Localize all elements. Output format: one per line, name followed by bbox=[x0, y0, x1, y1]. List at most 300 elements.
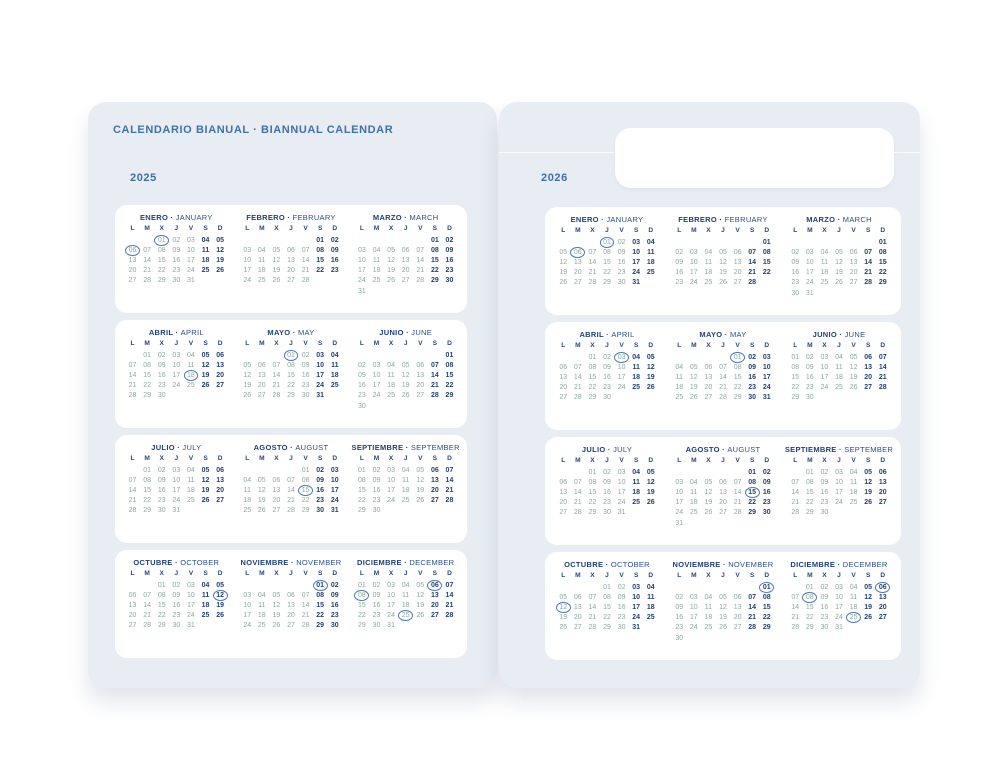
weekday-header: X bbox=[706, 457, 711, 465]
day-cell bbox=[169, 276, 184, 286]
day-cell bbox=[284, 235, 299, 245]
day-number: 15 bbox=[603, 258, 611, 266]
day-cell bbox=[759, 582, 774, 592]
month-grid bbox=[355, 569, 457, 631]
day-cell bbox=[355, 496, 370, 506]
day-cell bbox=[832, 393, 847, 403]
day-number: 04 bbox=[372, 246, 381, 254]
day-cell bbox=[355, 235, 370, 245]
day-number: 19 bbox=[272, 267, 281, 275]
day-cell bbox=[759, 467, 774, 477]
day-cell bbox=[240, 235, 255, 245]
day-number: 10 bbox=[617, 478, 626, 486]
day-cell bbox=[643, 278, 658, 288]
weekday-header: S bbox=[749, 572, 755, 580]
day-number: 26 bbox=[216, 267, 224, 275]
day-number: 25 bbox=[632, 384, 641, 392]
day-number: 16 bbox=[820, 603, 829, 611]
day-number: 16 bbox=[675, 614, 684, 622]
day-number: 15 bbox=[430, 256, 439, 264]
day-number: 12 bbox=[272, 256, 281, 264]
day-number: 22 bbox=[316, 612, 325, 620]
day-cell bbox=[398, 381, 413, 391]
day-cell bbox=[614, 237, 629, 247]
day-number: 22 bbox=[287, 382, 295, 390]
weekday-header: V bbox=[188, 225, 194, 233]
day-number: 30 bbox=[748, 394, 757, 402]
day-cell bbox=[255, 580, 270, 590]
day-cell bbox=[745, 487, 760, 497]
day-number: 13 bbox=[719, 488, 727, 496]
day-number: 15 bbox=[357, 486, 366, 494]
day-cell bbox=[255, 360, 270, 370]
day-cell bbox=[759, 268, 774, 278]
day-number: 19 bbox=[559, 269, 568, 277]
day-number: 05 bbox=[719, 593, 727, 601]
day-cell bbox=[184, 360, 199, 370]
day-cell bbox=[369, 286, 384, 296]
circled-day: 25 bbox=[401, 612, 410, 620]
day-cell bbox=[643, 592, 658, 602]
day-number: 14 bbox=[430, 371, 439, 379]
day-cell bbox=[759, 602, 774, 612]
weekday-header: X bbox=[706, 572, 711, 580]
month-december bbox=[351, 555, 460, 653]
day-cell bbox=[169, 381, 184, 391]
day-cell bbox=[313, 350, 328, 360]
day-number: 01 bbox=[316, 236, 325, 244]
day-cell bbox=[313, 245, 328, 255]
day-cell bbox=[687, 247, 702, 257]
day-cell bbox=[369, 475, 384, 485]
day-cell bbox=[817, 582, 832, 592]
month-title bbox=[582, 445, 632, 454]
circled-day: 01 bbox=[603, 238, 611, 246]
day-number: 10 bbox=[835, 478, 843, 486]
day-number: 13 bbox=[287, 256, 295, 264]
day-number: 28 bbox=[272, 392, 281, 400]
day-cell bbox=[284, 465, 299, 475]
day-cell bbox=[198, 255, 213, 265]
day-cell bbox=[398, 590, 413, 600]
day-cell bbox=[687, 372, 702, 382]
day-number: 15 bbox=[791, 373, 800, 381]
weekday-header: D bbox=[217, 225, 223, 233]
month-row-card bbox=[545, 207, 901, 315]
weekday-header: J bbox=[837, 227, 841, 235]
month-august bbox=[237, 440, 346, 538]
circled-day: 15 bbox=[301, 486, 310, 494]
day-number: 03 bbox=[316, 351, 325, 359]
month-title bbox=[373, 213, 439, 222]
day-cell bbox=[556, 268, 571, 278]
day-cell bbox=[298, 485, 313, 495]
day-cell bbox=[832, 268, 847, 278]
day-number: 13 bbox=[272, 486, 281, 494]
day-cell bbox=[600, 582, 615, 592]
day-number: 12 bbox=[849, 363, 858, 371]
day-cell bbox=[169, 621, 184, 631]
day-cell bbox=[687, 393, 702, 403]
day-cell bbox=[125, 611, 140, 621]
day-cell bbox=[803, 623, 818, 633]
day-number: 30 bbox=[172, 277, 181, 285]
day-cell bbox=[614, 487, 629, 497]
weekday-header: S bbox=[865, 227, 871, 235]
day-number: 09 bbox=[762, 478, 771, 486]
weekday-header: M bbox=[691, 457, 697, 465]
day-number: 24 bbox=[387, 612, 395, 620]
day-cell bbox=[672, 257, 687, 267]
day-number: 14 bbox=[143, 601, 152, 609]
day-number: 05 bbox=[272, 246, 281, 254]
day-cell bbox=[284, 485, 299, 495]
day-number: 17 bbox=[243, 612, 252, 620]
day-number: 21 bbox=[287, 497, 295, 505]
month-grid bbox=[240, 224, 342, 286]
day-number: 17 bbox=[805, 269, 814, 277]
day-cell bbox=[716, 383, 731, 393]
day-number: 23 bbox=[675, 624, 684, 632]
day-number: 08 bbox=[445, 361, 454, 369]
day-number: 20 bbox=[878, 603, 887, 611]
month-january bbox=[552, 212, 662, 310]
day-cell bbox=[832, 383, 847, 393]
weekday-header: D bbox=[217, 340, 223, 348]
day-number: 14 bbox=[573, 373, 582, 381]
day-number: 25 bbox=[372, 277, 381, 285]
day-cell bbox=[140, 235, 155, 245]
day-number: 13 bbox=[573, 258, 582, 266]
day-cell bbox=[355, 611, 370, 621]
day-cell bbox=[240, 621, 255, 631]
day-cell bbox=[213, 370, 228, 380]
day-cell bbox=[413, 235, 428, 245]
day-cell bbox=[240, 506, 255, 516]
day-number: 07 bbox=[430, 361, 439, 369]
month-grid bbox=[240, 339, 342, 401]
day-number: 03 bbox=[357, 246, 366, 254]
day-number: 18 bbox=[401, 486, 410, 494]
day-cell bbox=[369, 245, 384, 255]
day-number: 13 bbox=[849, 258, 858, 266]
day-cell bbox=[169, 611, 184, 621]
day-number: 12 bbox=[719, 258, 727, 266]
month-july bbox=[122, 440, 231, 538]
day-number: 04 bbox=[689, 478, 698, 486]
day-number: 25 bbox=[675, 394, 684, 402]
month-march bbox=[784, 212, 894, 310]
month-grid bbox=[355, 339, 457, 411]
day-cell bbox=[846, 237, 861, 247]
day-cell bbox=[600, 268, 615, 278]
day-number: 27 bbox=[864, 384, 873, 392]
day-cell bbox=[369, 350, 384, 360]
day-cell bbox=[213, 580, 228, 590]
day-number: 03 bbox=[632, 583, 641, 591]
weekday-header: S bbox=[749, 342, 755, 350]
month-grid bbox=[788, 341, 890, 403]
day-number: 20 bbox=[128, 267, 137, 275]
day-number: 19 bbox=[272, 612, 281, 620]
day-number: 06 bbox=[719, 478, 727, 486]
month-name-es: OCTUBRE bbox=[133, 558, 173, 567]
day-number: 10 bbox=[243, 601, 252, 609]
weekday-header: S bbox=[633, 457, 639, 465]
day-number: 23 bbox=[157, 382, 166, 390]
day-number: 07 bbox=[143, 591, 152, 599]
day-cell bbox=[269, 360, 284, 370]
day-number: 25 bbox=[646, 614, 655, 622]
day-number: 20 bbox=[287, 612, 295, 620]
month-grid bbox=[788, 456, 890, 518]
day-cell bbox=[369, 401, 384, 411]
day-cell bbox=[846, 592, 861, 602]
day-cell bbox=[284, 391, 299, 401]
day-number: 16 bbox=[330, 601, 339, 609]
day-number: 25 bbox=[187, 382, 195, 390]
day-cell bbox=[369, 370, 384, 380]
day-cell bbox=[369, 391, 384, 401]
day-cell bbox=[169, 590, 184, 600]
day-cell bbox=[730, 467, 745, 477]
month-name-separator: · bbox=[605, 445, 614, 454]
day-cell bbox=[817, 508, 832, 518]
day-cell bbox=[643, 393, 658, 403]
day-cell bbox=[759, 393, 774, 403]
day-number: 09 bbox=[301, 361, 310, 369]
day-number: 01 bbox=[430, 236, 439, 244]
day-cell bbox=[846, 352, 861, 362]
day-cell bbox=[355, 506, 370, 516]
day-number: 16 bbox=[157, 371, 166, 379]
day-cell bbox=[428, 465, 443, 475]
weekday-header: S bbox=[865, 457, 871, 465]
day-cell bbox=[600, 383, 615, 393]
day-cell bbox=[369, 360, 384, 370]
day-number: 22 bbox=[791, 384, 800, 392]
month-name-en: JULY bbox=[613, 445, 633, 454]
day-cell bbox=[125, 381, 140, 391]
day-cell bbox=[327, 611, 342, 621]
day-cell bbox=[803, 393, 818, 403]
day-cell bbox=[398, 255, 413, 265]
day-number: 28 bbox=[733, 509, 742, 517]
day-cell bbox=[398, 506, 413, 516]
day-number: 25 bbox=[387, 392, 395, 400]
circled-day: 03 bbox=[617, 353, 626, 361]
day-number: 14 bbox=[301, 601, 310, 609]
weekday-header: X bbox=[159, 455, 164, 463]
day-cell bbox=[355, 350, 370, 360]
months-grid-2025 bbox=[115, 205, 467, 658]
day-cell bbox=[716, 257, 731, 267]
weekday-header: L bbox=[677, 227, 682, 235]
day-number: 18 bbox=[187, 486, 195, 494]
weekday-header: D bbox=[648, 572, 654, 580]
day-cell bbox=[716, 623, 731, 633]
day-cell bbox=[716, 237, 731, 247]
weekday-header: M bbox=[807, 572, 813, 580]
day-number: 07 bbox=[301, 246, 310, 254]
day-number: 26 bbox=[719, 624, 727, 632]
day-cell bbox=[169, 485, 184, 495]
day-cell bbox=[846, 268, 861, 278]
day-number: 17 bbox=[243, 267, 252, 275]
day-number: 07 bbox=[416, 246, 425, 254]
day-number: 26 bbox=[272, 622, 281, 630]
day-number: 13 bbox=[559, 488, 568, 496]
month-grid bbox=[240, 569, 342, 631]
day-cell bbox=[629, 592, 644, 602]
day-number: 24 bbox=[617, 384, 626, 392]
day-number: 21 bbox=[864, 269, 873, 277]
day-cell bbox=[384, 496, 399, 506]
day-number: 14 bbox=[143, 256, 152, 264]
day-number: 08 bbox=[762, 248, 771, 256]
day-cell bbox=[556, 498, 571, 508]
day-number: 13 bbox=[416, 371, 425, 379]
day-cell bbox=[817, 498, 832, 508]
day-number: 16 bbox=[357, 382, 366, 390]
day-cell bbox=[198, 600, 213, 610]
day-cell bbox=[284, 381, 299, 391]
day-cell bbox=[745, 613, 760, 623]
day-number: 27 bbox=[272, 507, 281, 515]
day-cell bbox=[701, 352, 716, 362]
circled-day: 01 bbox=[762, 583, 771, 591]
day-cell bbox=[571, 393, 586, 403]
day-number: 31 bbox=[762, 394, 771, 402]
weekday-header: V bbox=[851, 227, 856, 235]
day-cell bbox=[571, 582, 586, 592]
day-number: 23 bbox=[172, 267, 181, 275]
day-cell bbox=[125, 496, 140, 506]
day-number: 22 bbox=[143, 382, 152, 390]
day-number: 12 bbox=[243, 371, 252, 379]
month-june bbox=[784, 327, 894, 425]
day-cell bbox=[140, 266, 155, 276]
day-number: 31 bbox=[617, 509, 626, 517]
day-cell bbox=[571, 498, 586, 508]
day-cell bbox=[846, 498, 861, 508]
day-cell bbox=[125, 506, 140, 516]
day-cell bbox=[759, 237, 774, 247]
weekday-header: D bbox=[764, 457, 770, 465]
month-grid bbox=[556, 226, 658, 288]
day-number: 23 bbox=[762, 499, 771, 507]
day-cell bbox=[213, 255, 228, 265]
day-number: 27 bbox=[430, 612, 439, 620]
day-cell bbox=[355, 391, 370, 401]
day-cell bbox=[832, 592, 847, 602]
weekday-header: D bbox=[332, 455, 338, 463]
circled-day: 08 bbox=[805, 593, 814, 601]
day-cell bbox=[803, 508, 818, 518]
day-cell bbox=[556, 508, 571, 518]
day-cell bbox=[369, 276, 384, 286]
weekday-header: J bbox=[605, 342, 609, 350]
day-cell bbox=[585, 498, 600, 508]
day-cell bbox=[140, 506, 155, 516]
day-cell bbox=[169, 266, 184, 276]
day-number: 19 bbox=[646, 488, 655, 496]
month-name-es: DICIEMBRE bbox=[790, 560, 836, 569]
day-cell bbox=[556, 352, 571, 362]
day-number: 23 bbox=[603, 384, 611, 392]
day-number: 23 bbox=[372, 612, 381, 620]
day-number: 13 bbox=[704, 373, 713, 381]
weekday-header: S bbox=[203, 225, 208, 233]
day-cell bbox=[745, 383, 760, 393]
day-cell bbox=[832, 508, 847, 518]
day-cell bbox=[817, 487, 832, 497]
page-2025 bbox=[88, 102, 497, 688]
day-cell bbox=[140, 485, 155, 495]
day-cell bbox=[327, 600, 342, 610]
day-cell bbox=[687, 237, 702, 247]
day-number: 19 bbox=[719, 269, 727, 277]
day-number: 05 bbox=[559, 593, 568, 601]
day-cell bbox=[759, 592, 774, 602]
day-number: 25 bbox=[330, 382, 339, 390]
weekday-header: D bbox=[332, 340, 338, 348]
day-cell bbox=[875, 247, 890, 257]
weekday-header: V bbox=[619, 227, 624, 235]
day-cell bbox=[327, 255, 342, 265]
day-number: 19 bbox=[257, 497, 266, 505]
day-cell bbox=[803, 362, 818, 372]
day-number: 17 bbox=[820, 373, 829, 381]
day-cell bbox=[327, 580, 342, 590]
day-cell bbox=[643, 508, 658, 518]
day-number: 02 bbox=[172, 581, 181, 589]
day-number: 05 bbox=[689, 363, 698, 371]
month-name-separator: · bbox=[403, 443, 411, 452]
month-october bbox=[552, 557, 662, 655]
day-number: 12 bbox=[559, 258, 568, 266]
month-name-es: ABRIL bbox=[579, 330, 604, 339]
weekday-header: X bbox=[822, 227, 827, 235]
day-number: 01 bbox=[748, 468, 757, 476]
day-number: 02 bbox=[748, 353, 757, 361]
day-number: 29 bbox=[603, 624, 611, 632]
day-number: 04 bbox=[704, 248, 713, 256]
day-cell bbox=[198, 485, 213, 495]
day-cell bbox=[585, 508, 600, 518]
day-number: 28 bbox=[573, 394, 582, 402]
day-number: 26 bbox=[201, 382, 210, 390]
month-name-en: NOVEMBER bbox=[728, 560, 774, 569]
day-number: 28 bbox=[128, 507, 137, 515]
month-title bbox=[254, 443, 329, 452]
weekday-header: J bbox=[721, 572, 725, 580]
day-number: 10 bbox=[330, 476, 339, 484]
day-number: 07 bbox=[748, 248, 757, 256]
day-cell bbox=[571, 487, 586, 497]
weekday-header: M bbox=[373, 340, 380, 348]
day-number: 26 bbox=[272, 277, 281, 285]
day-cell bbox=[672, 383, 687, 393]
day-number: 23 bbox=[330, 267, 339, 275]
day-cell bbox=[803, 602, 818, 612]
day-number: 29 bbox=[878, 279, 887, 287]
month-name-separator: · bbox=[287, 443, 296, 452]
day-cell bbox=[298, 391, 313, 401]
day-cell bbox=[125, 235, 140, 245]
month-row-card bbox=[115, 550, 467, 658]
day-number: 19 bbox=[864, 603, 873, 611]
